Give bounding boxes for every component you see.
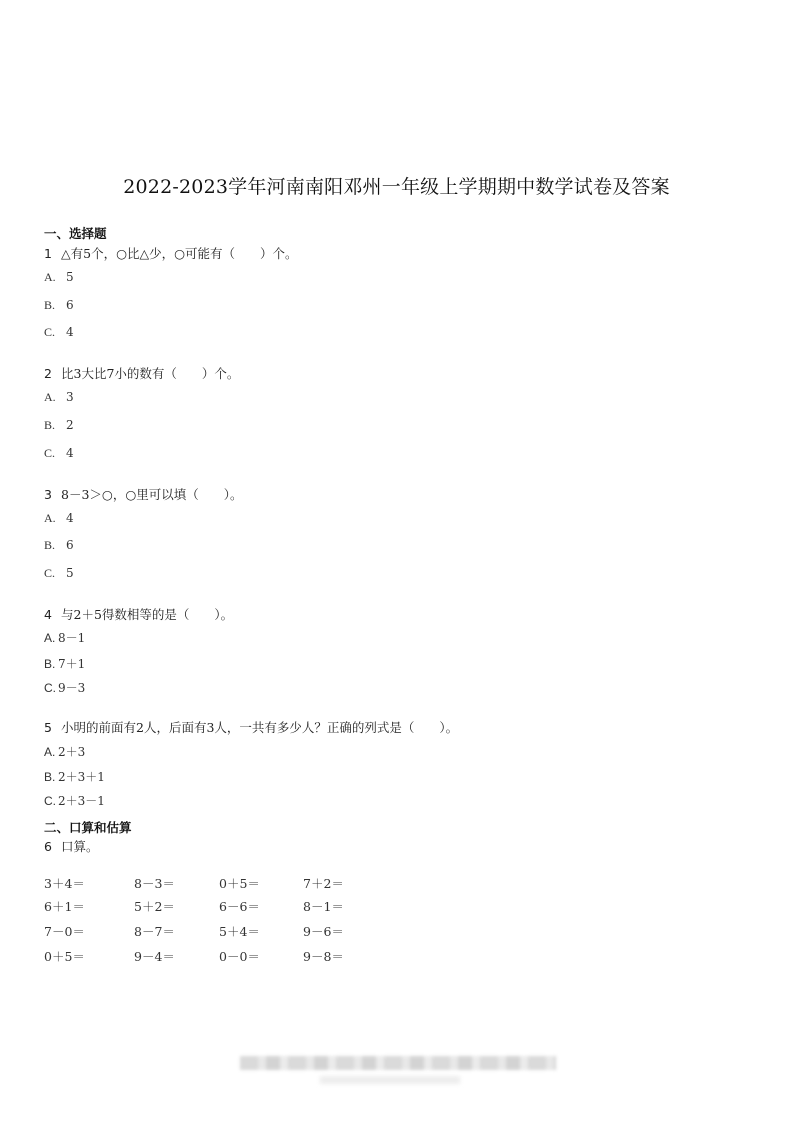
- calc-item: 9－4＝: [134, 949, 175, 964]
- question-number: 5: [44, 720, 52, 735]
- calc-item: 9－6＝: [303, 924, 344, 939]
- question-text: 比3大比7小的数有（ ）个。: [61, 366, 240, 381]
- option-4c: C. 9－3: [44, 681, 86, 695]
- question-4: [44, 605, 233, 623]
- option-3b: B. 6: [44, 538, 74, 552]
- calc-item: 0＋5＝: [44, 949, 85, 964]
- question-2: [44, 364, 239, 382]
- calc-item: 0＋5＝: [219, 876, 260, 891]
- option-3c: C. 5: [44, 566, 74, 580]
- question-6: [44, 837, 99, 855]
- page-title: 2022-2023学年河南南阳邓州一年级上学期期中数学试卷及答案: [123, 176, 670, 198]
- question-text: 口算。: [61, 839, 99, 854]
- question-text: 8－3＞○，○里可以填（ ）。: [61, 487, 243, 502]
- option-2c: C. 4: [44, 446, 74, 460]
- calc-item: 8－1＝: [303, 899, 344, 914]
- question-3: [44, 485, 242, 503]
- question-number: 4: [44, 607, 52, 622]
- footer-watermark-line: [320, 1076, 460, 1084]
- option-4b: B. 7＋1: [44, 657, 86, 671]
- calc-item: 7－0＝: [44, 924, 85, 939]
- option-2a: A. 3: [44, 390, 74, 404]
- option-1c: C. 4: [44, 325, 74, 339]
- calc-item: 3＋4＝: [44, 876, 85, 891]
- question-text: △有5个，○比△少，○可能有（ ）个。: [61, 246, 298, 261]
- question-text: 小明的前面有2人，后面有3人，一共有多少人？正确的列式是（ ）。: [61, 720, 459, 735]
- question-1: [44, 244, 298, 262]
- calc-item: 5＋2＝: [134, 899, 175, 914]
- calc-item: 0－0＝: [219, 949, 260, 964]
- calc-item: 8－3＝: [134, 876, 175, 891]
- question-number: 1: [44, 246, 52, 261]
- section-heading-mental-math: 二、口算和估算: [44, 820, 132, 835]
- option-4a: A. 8－1: [44, 631, 86, 645]
- option-3a: A. 4: [44, 511, 74, 525]
- question-number: 3: [44, 487, 52, 502]
- calc-item: 6－6＝: [219, 899, 260, 914]
- calc-item: 9－8＝: [303, 949, 344, 964]
- option-1b: B. 6: [44, 298, 74, 312]
- option-5a: A. 2＋3: [44, 745, 86, 759]
- option-5b: B. 2＋3＋1: [44, 770, 105, 784]
- calc-item: 6＋1＝: [44, 899, 85, 914]
- footer-watermark: [240, 1056, 556, 1070]
- question-text: 与2＋5得数相等的是（ ）。: [61, 607, 234, 622]
- calc-item: 8－7＝: [134, 924, 175, 939]
- section-heading-choice: 一、选择题: [44, 226, 107, 241]
- option-5c: C. 2＋3－1: [44, 794, 105, 808]
- option-2b: B. 2: [44, 418, 74, 432]
- calc-item: 5＋4＝: [219, 924, 260, 939]
- calc-item: 7＋2＝: [303, 876, 344, 891]
- option-1a: A. 5: [44, 270, 74, 284]
- question-5: [44, 718, 458, 736]
- question-number: 6: [44, 839, 52, 854]
- question-number: 2: [44, 366, 52, 381]
